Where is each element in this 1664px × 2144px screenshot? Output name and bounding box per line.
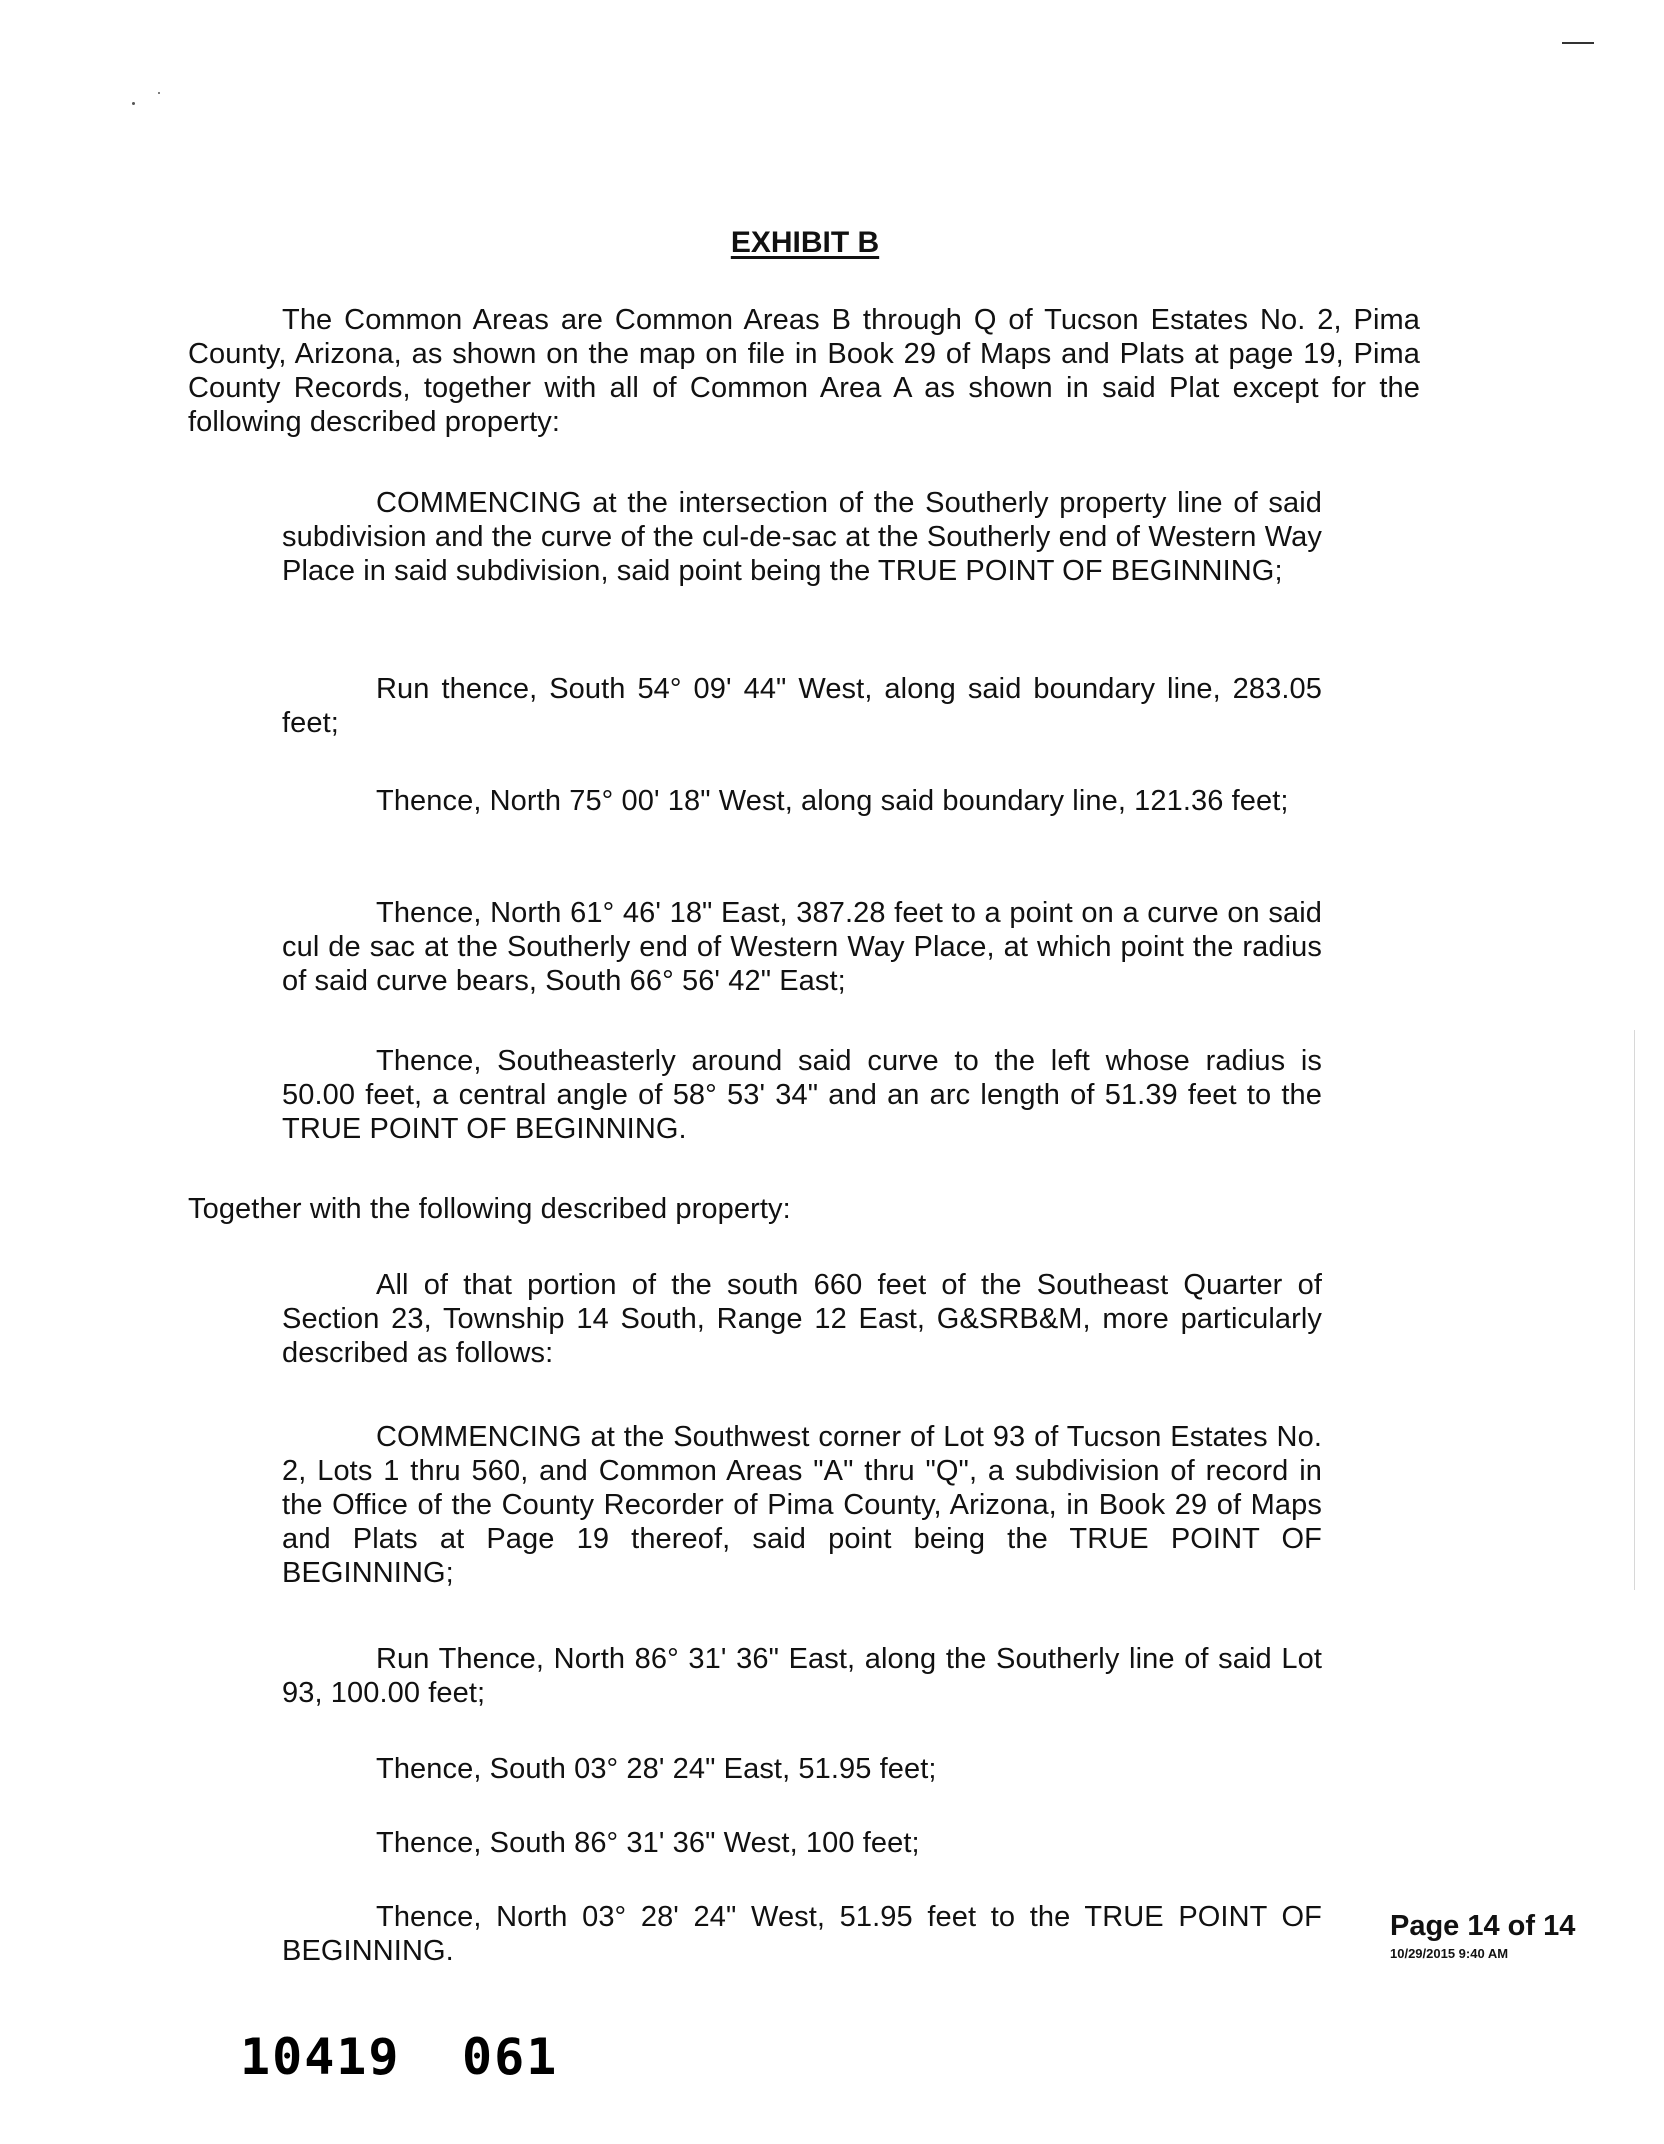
intro-paragraph: The Common Areas are Common Areas B through Q of Tucson Estates No. 2, Pima County, Arizona, as shown on the map on file in Book 29 of Maps and Plats at page 19, Pima County Records, together with all of Common Area A as shown in said Plat except for the following described property: — [188, 304, 1429, 438]
page-number: Page 14 of 14 — [1390, 1910, 1576, 1942]
exception-course-2: Thence, North 75° 00' 18" West, along said boundary line, 121.36 feet; — [376, 785, 1289, 817]
recording-docket-number: 10419 — [240, 2028, 401, 2086]
additional-course-4: Thence, North 03° 28' 24" West, 51.95 feet to the TRUE POINT OF BEGINNING. — [282, 1901, 1331, 1967]
recording-page-number: 061 — [462, 2028, 559, 2086]
additional-course-3: Thence, South 86° 31' 36" West, 100 feet; — [376, 1827, 920, 1859]
exception-course-1: Run thence, South 54° 09' 44" West, along said boundary line, 283.05 feet; — [282, 673, 1331, 739]
scan-edge-line — [1634, 1030, 1635, 1590]
together-heading: Together with the following described property: — [188, 1193, 791, 1225]
exception-commencing-paragraph: COMMENCING at the intersection of the Southerly property line of said subdivision and the curve of the cul-de-sac at the Southerly end of Western Way Place in said subdivision, said point being the TRUE POINT OF BEGINNING; — [282, 487, 1331, 587]
additional-course-1: Run Thence, North 86° 31' 36" East, along the Southerly line of said Lot 93, 100.00 feet; — [282, 1643, 1331, 1709]
print-timestamp: 10/29/2015 9:40 AM — [1390, 1946, 1509, 1961]
scan-speck — [132, 102, 135, 105]
additional-commencing-paragraph: COMMENCING at the Southwest corner of Lot 93 of Tucson Estates No. 2, Lots 1 thru 560, and Common Areas "A" thru "Q", a subdivision of record in the Office of the County Recorder of Pima County, Arizona, in Book 29 of Maps and Plats at Page 19 thereof, said point being the TRUE POINT OF BEGINNING; — [282, 1421, 1331, 1589]
document-title: EXHIBIT B — [730, 226, 880, 259]
exception-course-3: Thence, North 61° 46' 18" East, 387.28 feet to a point on a curve on said cul de sac at the Southerly end of Western Way Place, at which point the radius of said curve bears, South 66° 56' 42" East; — [282, 897, 1331, 997]
scan-mark — [1562, 42, 1594, 44]
exception-course-4: Thence, Southeasterly around said curve to the left whose radius is 50.00 feet, a central angle of 58° 53' 34" and an arc length of 51.39 feet to the TRUE POINT OF BEGINNING. — [282, 1045, 1331, 1145]
additional-portion-paragraph: All of that portion of the south 660 feet of the Southeast Quarter of Section 23, Township 14 South, Range 12 East, G&SRB&M, more particularly described as follows: — [282, 1269, 1331, 1369]
scan-speck — [158, 92, 160, 94]
additional-course-2: Thence, South 03° 28' 24" East, 51.95 feet; — [376, 1753, 937, 1785]
